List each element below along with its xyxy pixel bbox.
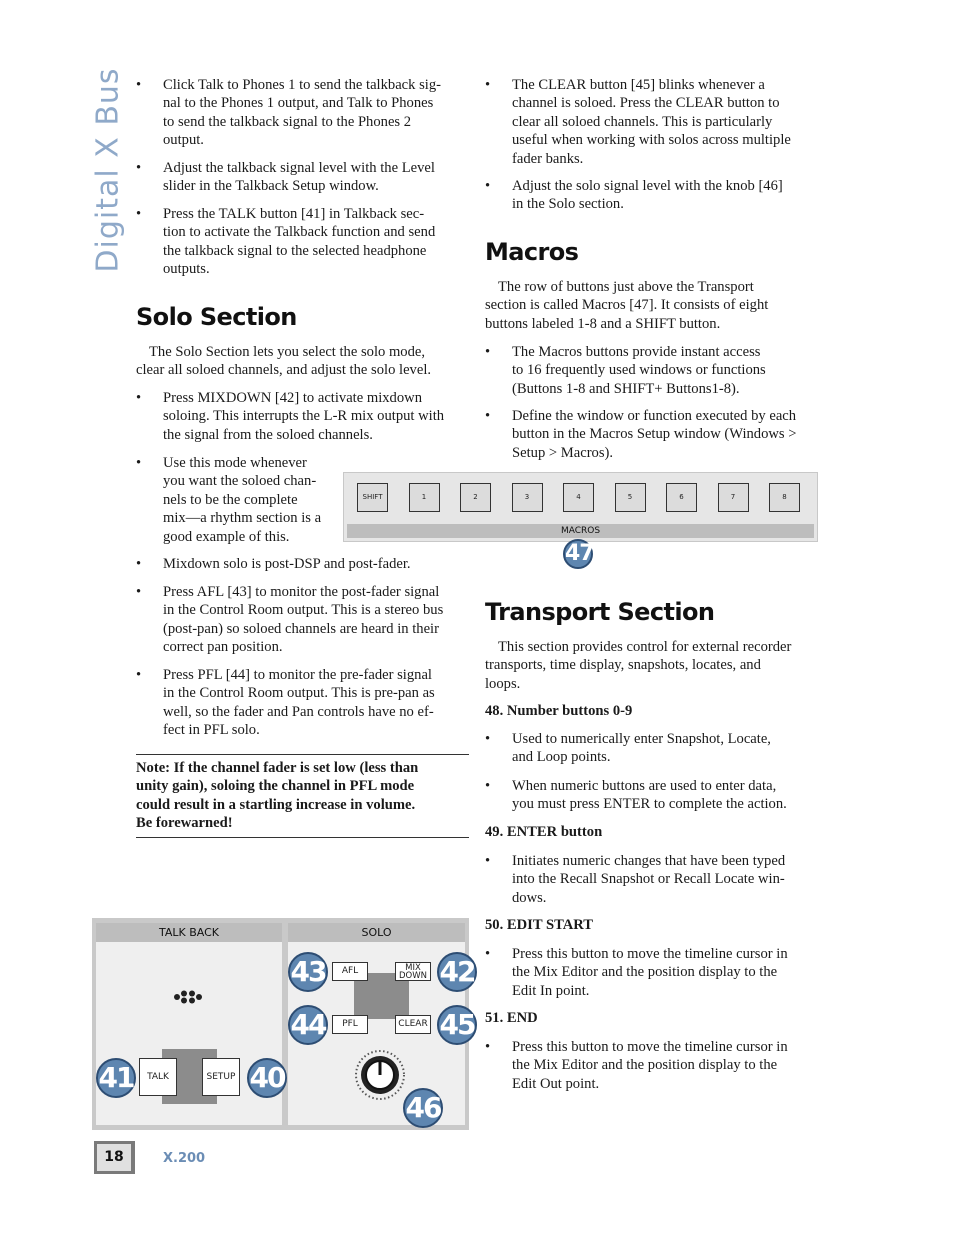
- bullet-dot: •: [485, 946, 491, 962]
- badge-45: 45: [437, 1005, 477, 1045]
- text-line: Adjust the talkback signal level with the Level: [163, 160, 435, 176]
- text-line: The CLEAR button [45] blinks whenever a: [512, 77, 765, 93]
- text-line: Edit Out point.: [512, 1075, 600, 1092]
- text-line: transports, time display, snapshots, locates, and: [485, 657, 761, 674]
- talkback-label: TALK BACK: [96, 923, 282, 942]
- note: [136, 759, 469, 833]
- bullet-text: [163, 454, 321, 546]
- bullet-dot: •: [485, 731, 491, 747]
- solo-intro: [136, 343, 476, 380]
- badge-42: 42: [437, 952, 477, 992]
- text-line: the talkback signal to the selected headphone: [163, 242, 427, 259]
- transport-heading: Transport Section: [485, 598, 715, 626]
- text-line: The row of buttons just above the Transport: [498, 279, 754, 295]
- text-line: correct pan position.: [163, 639, 283, 656]
- text-line: The Solo Section lets you select the solo mode,: [149, 344, 426, 360]
- text-line: unity gain), soloing the channel in PFL mode: [136, 778, 415, 795]
- solo-heading: Solo Section: [136, 303, 297, 331]
- bullet-text: [512, 76, 791, 168]
- macro-button-6[interactable]: 6: [666, 483, 697, 512]
- macros-heading: Macros: [485, 238, 579, 266]
- transport-item-title: 49. ENTER button: [485, 824, 603, 840]
- transport-item-title: 48. Number buttons 0-9: [485, 703, 633, 719]
- bullet-dot: •: [485, 778, 491, 794]
- macro-button-shift[interactable]: SHIFT: [357, 483, 388, 512]
- text-line: into the Recall Snapshot or Recall Locate win-: [512, 871, 785, 888]
- text-line: soloing. This interrupts the L-R mix output with: [163, 408, 445, 425]
- transport-item-title: 51. END: [485, 1010, 538, 1026]
- text-line: loops.: [485, 675, 521, 692]
- bullet-dot: •: [485, 853, 491, 869]
- side-title: [78, 67, 138, 273]
- bullet-dot: •: [136, 667, 142, 683]
- text-line: Be forewarned!: [136, 815, 233, 832]
- text-line: in the Control Room output. This is pre-pan as: [163, 685, 435, 702]
- afl-button[interactable]: AFL: [332, 962, 368, 981]
- text-line: clear all soloed channels, and adjust the solo level.: [136, 362, 432, 379]
- talkback-mic-icon: [172, 990, 204, 1004]
- badge-47: 47: [563, 539, 593, 569]
- bullet-text: [512, 945, 788, 1000]
- text-line: dows.: [512, 889, 547, 906]
- text-line: the signal from the soloed channels.: [163, 426, 373, 443]
- macro-button-5[interactable]: 5: [615, 483, 646, 512]
- text-line: Click Talk to Phones 1 to send the talkback sig-: [163, 77, 441, 93]
- text-line: channel is soloed. Press the CLEAR button to: [512, 95, 780, 112]
- page-number-box: [94, 1141, 135, 1174]
- macros-intro: [485, 278, 825, 333]
- macro-button-7[interactable]: 7: [718, 483, 749, 512]
- macro-button-3[interactable]: 3: [512, 483, 543, 512]
- text-line: slider in the Talkback Setup window.: [163, 178, 379, 195]
- text-line: nal to the Phones 1 output, and Talk to Phones: [163, 95, 434, 112]
- text-line: Used to numerically enter Snapshot, Locate,: [512, 731, 771, 747]
- macros-panel: [343, 472, 818, 542]
- text-line: Note: If the channel fader is set low (less than: [136, 760, 419, 776]
- clear-button[interactable]: CLEAR: [395, 1015, 431, 1034]
- text-line: Initiates numeric changes that have been typed: [512, 853, 786, 869]
- text-line: well, so the fader and Pan controls have no ef-: [163, 703, 434, 720]
- text-line: could result in a startling increase in volume.: [136, 796, 416, 813]
- bullet-text: [163, 76, 441, 150]
- text-line: you must press ENTER to complete the action.: [512, 796, 787, 813]
- bullet-text: [512, 343, 766, 398]
- badge-41: 41: [96, 1058, 136, 1098]
- bullet-dot: •: [485, 1039, 491, 1055]
- text-line: (Buttons 1-8 and SHIFT+ Buttons1-8).: [512, 380, 740, 397]
- text-line: and Loop points.: [512, 749, 611, 766]
- side-title-text: Digital X Bus: [90, 67, 126, 273]
- text-line: Edit In point.: [512, 982, 590, 999]
- text-line: nels to be the complete: [163, 491, 298, 508]
- text-line: mix—a rhythm section is a: [163, 510, 322, 527]
- text-line: outputs.: [163, 261, 210, 278]
- talk-button[interactable]: TALK: [139, 1058, 177, 1096]
- text-line: Adjust the solo signal level with the knob [46]: [512, 178, 783, 194]
- text-line: Press PFL [44] to monitor the pre-fader signal: [163, 667, 432, 683]
- text-line: to send the talkback signal to the Phones 2: [163, 113, 412, 130]
- text-line: fect in PFL solo.: [163, 722, 260, 739]
- page-number: 18: [97, 1144, 131, 1171]
- text-line: the Mix Editor and the position display to the: [512, 1057, 778, 1074]
- bullet-text: [163, 555, 411, 573]
- text-line: in the Solo section.: [512, 196, 624, 213]
- text-line: When numeric buttons are used to enter data,: [512, 778, 777, 794]
- bullet-dot: •: [136, 160, 142, 176]
- bullet-dot: •: [136, 455, 142, 471]
- bullet-text: [163, 159, 435, 196]
- text-line: Press this button to move the timeline cursor in: [512, 1039, 788, 1055]
- badge-40: 40: [247, 1058, 287, 1098]
- bullet-text: [512, 852, 785, 907]
- model-name: X.200: [163, 1151, 206, 1166]
- note-rule-top: [136, 754, 469, 755]
- pfl-button[interactable]: PFL: [332, 1015, 368, 1034]
- text-line: output.: [163, 132, 204, 149]
- text-line: you want the soloed chan-: [163, 473, 317, 490]
- text-line: in the Control Room output. This is a stereo bus: [163, 602, 444, 619]
- text-line: Setup > Macros).: [512, 444, 614, 461]
- text-line: Press MIXDOWN [42] to activate mixdown: [163, 390, 422, 406]
- text-line: button in the Macros Setup window (Windows >: [512, 426, 797, 443]
- text-line: good example of this.: [163, 528, 290, 545]
- setup-button[interactable]: SETUP: [202, 1058, 240, 1096]
- text-line: fader banks.: [512, 150, 584, 167]
- bullet-dot: •: [485, 77, 491, 93]
- bullet-text: [163, 666, 435, 740]
- bullet-text: [163, 389, 444, 444]
- bullet-text: [512, 730, 771, 767]
- bullet-dot: •: [136, 584, 142, 600]
- bullet-text: [512, 777, 787, 814]
- macro-button-8[interactable]: 8: [769, 483, 800, 512]
- text-line: The Macros buttons provide instant access: [512, 344, 761, 360]
- bullet-dot: •: [136, 77, 142, 93]
- macro-button-4[interactable]: 4: [563, 483, 594, 512]
- macros-label: MACROS: [347, 524, 814, 538]
- text-line: the Mix Editor and the position display to the: [512, 964, 778, 981]
- bullet-text: [163, 205, 435, 279]
- text-line: useful when working with solos across multiple: [512, 132, 791, 149]
- bullet-text: [163, 583, 443, 657]
- bullet-dot: •: [136, 206, 142, 222]
- bullet-text: [512, 177, 783, 214]
- solo-label: SOLO: [288, 923, 465, 942]
- mixdown-button[interactable]: MIX DOWN: [395, 962, 431, 981]
- bullet-text: [512, 407, 797, 462]
- text-line: Press AFL [43] to monitor the post-fader signal: [163, 584, 440, 600]
- bullet-dot: •: [136, 390, 142, 406]
- text-line: (post-pan) so soloed channels are heard in their: [163, 620, 439, 637]
- note-rule-bottom: [136, 837, 469, 838]
- badge-44: 44: [288, 1005, 328, 1045]
- macro-button-1[interactable]: 1: [409, 483, 440, 512]
- text-line: Use this mode whenever: [163, 455, 307, 471]
- transport-item-title: 50. EDIT START: [485, 917, 594, 933]
- text-line: to 16 frequently used windows or functions: [512, 362, 766, 379]
- text-line: This section provides control for external recorder: [498, 639, 792, 655]
- bullet-dot: •: [485, 344, 491, 360]
- text-line: Mixdown solo is post-DSP and post-fader.: [163, 556, 411, 572]
- badge-46: 46: [403, 1088, 443, 1128]
- bullet-dot: •: [136, 556, 142, 572]
- solo-level-knob[interactable]: [352, 1049, 408, 1101]
- bullet-dot: •: [485, 178, 491, 194]
- text-line: section is called Macros [47]. It consists of eight: [485, 297, 769, 314]
- bullet-dot: •: [485, 408, 491, 424]
- control-panel: [92, 918, 475, 1130]
- macro-button-2[interactable]: 2: [460, 483, 491, 512]
- text-line: tion to activate the Talkback function and send: [163, 224, 436, 241]
- text-line: clear all soloed channels. This is particularly: [512, 113, 773, 130]
- text-line: buttons labeled 1-8 and a SHIFT button.: [485, 315, 721, 332]
- text-line: Press this button to move the timeline cursor in: [512, 946, 788, 962]
- text-line: Define the window or function executed by each: [512, 408, 797, 424]
- bullet-text: [512, 1038, 788, 1093]
- transport-intro: [485, 638, 825, 693]
- text-line: Press the TALK button [41] in Talkback sec-: [163, 206, 425, 222]
- badge-43: 43: [288, 952, 328, 992]
